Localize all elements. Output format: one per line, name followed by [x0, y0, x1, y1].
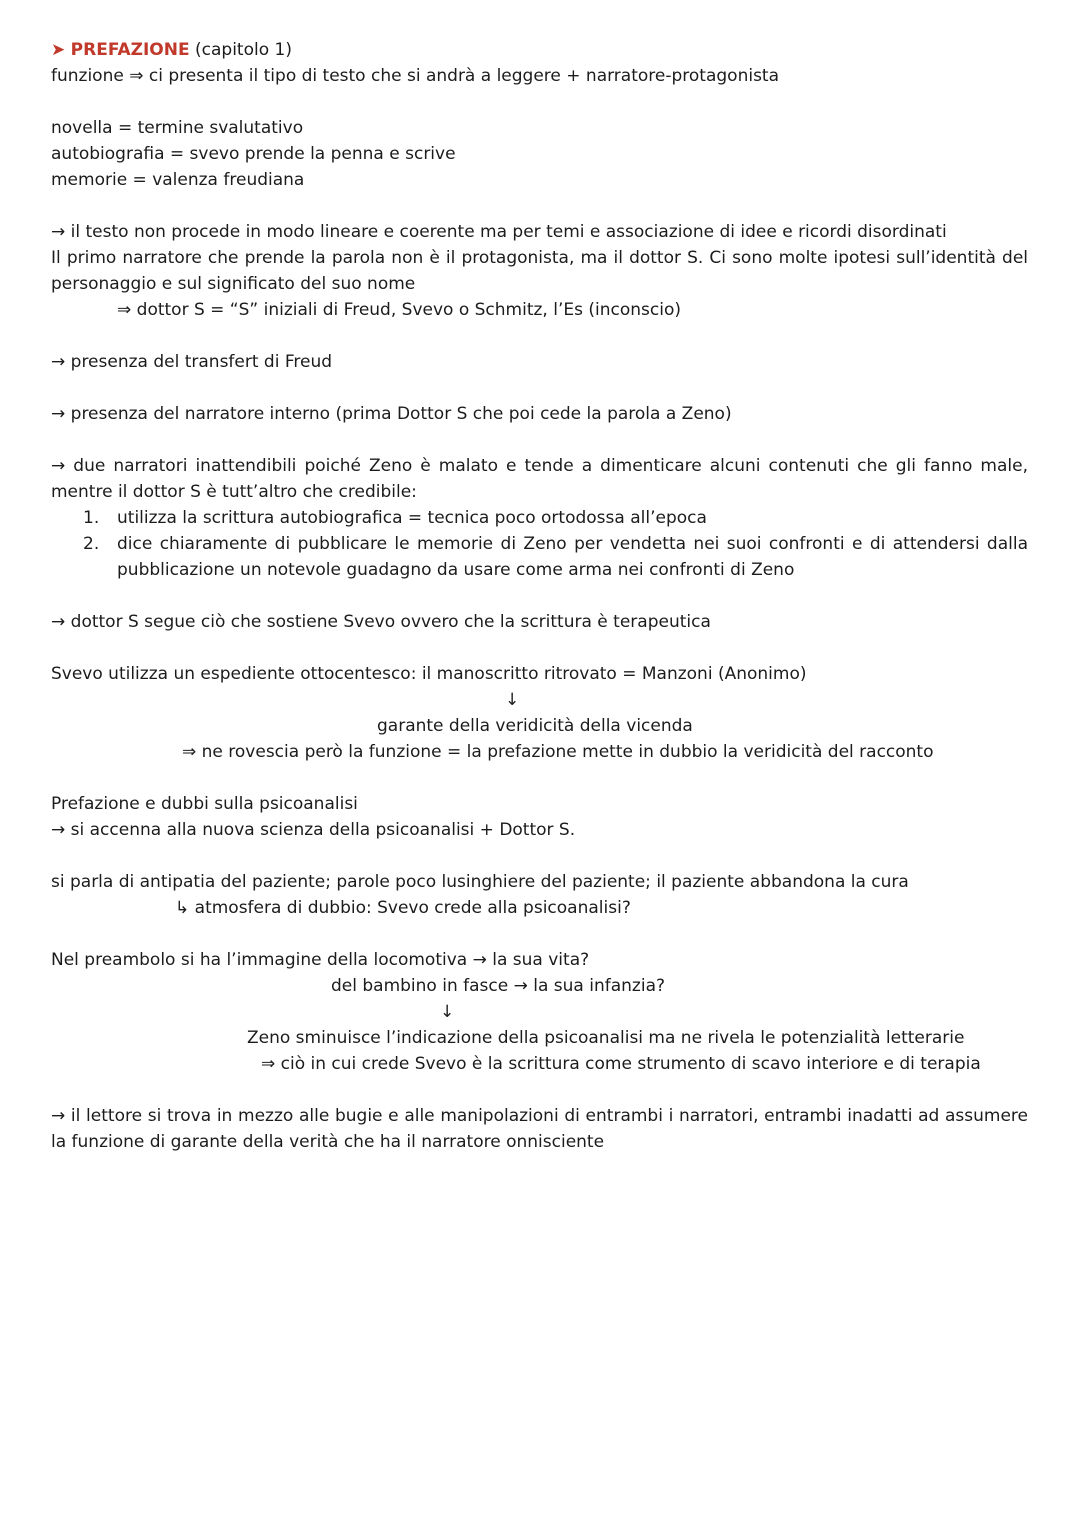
paragraph-lettore: → il lettore si trova in mezzo alle bugie e alle manipolazioni di entrambi i narratori, entrambi inadatti ad assumere la funzione di garante della verità che ha il narratore onnisciente: [51, 1106, 1028, 1152]
document-page: [51, 37, 1028, 1155]
list-item: 2. dice chiaramente di pubblicare le memorie di Zeno per vendetta nei suoi confronti e di attendersi dalla pubblicazione un notevole guadagno da usare come arma nei confronti di Zeno: [83, 534, 1028, 580]
arrow-down-icon: ↓: [505, 690, 520, 710]
text-line-crede: ⇒ ciò in cui crede Svevo è la scrittura come strumento di scavo interiore e di terapia: [261, 1054, 981, 1074]
text-line-bambino: del bambino in fasce → la sua infanzia?: [331, 976, 666, 996]
text-line-atmosfera: ↳ atmosfera di dubbio: Svevo crede alla psicoanalisi?: [175, 898, 631, 918]
section-heading: [51, 37, 1028, 63]
text-line-preambolo: Nel preambolo si ha l’immagine della locomotiva → la sua vita?: [51, 950, 590, 970]
text-line-novella: novella = termine svalutativo: [51, 118, 304, 138]
paragraph-primo-narratore: Il primo narratore che prende la parola non è il protagonista, ma il dottor S. Ci sono molte ipotesi sull’identità del personaggio e sul significato del suo nome: [51, 248, 1028, 294]
text-line-funzione: funzione ⇒ ci presenta il tipo di testo che si andrà a leggere + narratore-protagonista: [51, 66, 780, 86]
text-line-transfert: → presenza del transfert di Freud: [51, 352, 333, 372]
text-line-accenna: → si accenna alla nuova scienza della psicoanalisi + Dottor S.: [51, 820, 576, 840]
arrow-down-icon: ↓: [440, 1002, 455, 1022]
text-line-rovescia: ⇒ ne rovescia però la funzione = la prefazione mette in dubbio la veridicità del racconto: [182, 742, 934, 762]
text-line-antipatia: si parla di antipatia del paziente; parole poco lusinghiere del paziente; il paziente abbandona la cura: [51, 872, 909, 892]
text-line-narratore-interno: → presenza del narratore interno (prima Dottor S che poi cede la parola a Zeno): [51, 404, 732, 424]
text-line-sminuisce: Zeno sminuisce l’indicazione della psicoanalisi ma ne rivela le potenzialità letterarie: [247, 1028, 965, 1048]
text-line-prefazione-dubbi: Prefazione e dubbi sulla psicoanalisi: [51, 794, 358, 814]
section-subtitle: (capitolo 1): [195, 40, 292, 60]
arrow-marker-icon: ➤: [51, 40, 66, 60]
paragraph-due-narratori: → due narratori inattendibili poiché Zeno è malato e tende a dimenticare alcuni contenuti che gli fanno male, mentre il dottor S è tutt’altro che credibile:: [51, 456, 1028, 502]
list-item: 1. utilizza la scrittura autobiografica = tecnica poco ortodossa all’epoca: [83, 508, 707, 528]
text-line-autobiografia: autobiografia = svevo prende la penna e scrive: [51, 144, 456, 164]
text-line-terapeutica: → dottor S segue ciò che sostiene Svevo ovvero che la scrittura è terapeutica: [51, 612, 711, 632]
numbered-list: [51, 505, 1028, 583]
text-line-garante: garante della veridicità della vicenda: [377, 716, 693, 736]
text-line-dottor-s: ⇒ dottor S = “S” iniziali di Freud, Svevo o Schmitz, l’Es (inconscio): [117, 300, 681, 320]
section-title: PREFAZIONE: [70, 40, 190, 60]
text-line-lineare: → il testo non procede in modo lineare e coerente ma per temi e associazione di idee e ricordi disordinati: [51, 222, 947, 242]
text-line-espediente: Svevo utilizza un espediente ottocentesco: il manoscritto ritrovato = Manzoni (Anonimo): [51, 664, 807, 684]
text-line-memorie: memorie = valenza freudiana: [51, 170, 305, 190]
